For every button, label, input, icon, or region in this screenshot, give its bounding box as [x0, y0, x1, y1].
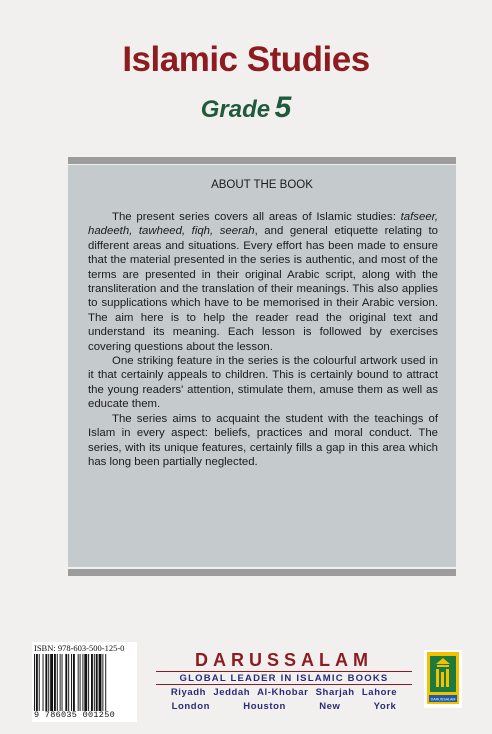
- barcode-bar: [68, 654, 69, 711]
- barcode-bar: [54, 654, 56, 711]
- darussalam-logo-icon: [424, 650, 462, 708]
- grade-label: [0, 91, 492, 125]
- barcode-bar: [73, 654, 75, 711]
- book-title: Islamic Studies: [122, 40, 370, 79]
- p1-intro: The present series covers all areas of Islamic studies:: [112, 211, 401, 223]
- about-paragraph-1: [88, 210, 438, 354]
- logo-text: DARUSSALAM: [430, 697, 456, 702]
- p1-rest: , and general etiquette relating to different areas and situations. Every effort has been made to ensure that the material presented in the series is authentic, and most of the terms are presented in their original Arabic script, along with the transliteration and the translation of their meanings. This also applies to supplications which have to be memorised in their Arabic version. The aim here is to help the reader read the original text and understand its meaning. Each lesson is followed by exercises covering questions about the lesson.: [88, 225, 438, 353]
- publisher-rule-bottom: [156, 684, 412, 685]
- barcode-bar: [82, 654, 83, 711]
- publisher-cities-1: Riyadh Jeddah Al-Khobar Sharjah Lahore: [170, 687, 398, 698]
- about-text: [88, 210, 438, 469]
- barcode-bar: [43, 654, 44, 711]
- publisher-name: DARUSSALAM: [195, 650, 373, 670]
- barcode-bar: [80, 654, 81, 711]
- about-paragraph-3: The series aims to acquaint the student with the teachings of Islam in every aspect: beliefs, practices and moral conduct. The series, with its unique features, certainly fills a gap in this area which has long been partially neglected.: [88, 412, 438, 468]
- barcode-bar: [84, 654, 87, 711]
- barcode-bar: [102, 654, 103, 711]
- top-divider: [68, 157, 456, 164]
- barcode-bar: [60, 654, 61, 711]
- publisher-tagline: GLOBAL LEADER IN ISLAMIC BOOKS: [179, 673, 389, 684]
- barcode-bar: [71, 654, 72, 711]
- barcode-bar: [96, 654, 98, 711]
- p1-terms: tafseer, hadeeth, tawheed, fiqh, seerah: [88, 211, 438, 238]
- barcode-bar: [105, 654, 106, 711]
- barcode-number: 9 786035 001250: [34, 710, 116, 720]
- barcode-bar: [65, 654, 67, 711]
- barcode-bar: [91, 654, 93, 711]
- barcode-bar: [39, 654, 40, 711]
- barcode-bar: [88, 654, 89, 711]
- grade-word: Grade: [200, 96, 271, 123]
- barcode-bar: [45, 654, 47, 711]
- isbn-text: ISBN: 978-603-500-125-0: [34, 643, 125, 653]
- about-heading: ABOUT THE BOOK: [211, 179, 313, 191]
- barcode-bar: [34, 654, 35, 711]
- barcode-bar: [78, 654, 79, 711]
- barcode-bar: [99, 654, 102, 711]
- grade-number: 5: [274, 91, 292, 124]
- about-box: [68, 165, 456, 567]
- barcode-bar: [57, 654, 58, 711]
- barcode-bar: [36, 654, 38, 711]
- barcode-bars: [34, 654, 135, 711]
- publisher-rule-top: [156, 671, 412, 672]
- barcode-bar: [62, 654, 63, 711]
- publisher-cities-2: London Houston New York: [171, 701, 397, 712]
- barcode-bar: [50, 654, 53, 711]
- bottom-divider: [68, 569, 456, 576]
- barcode-bar: [48, 654, 49, 711]
- barcode: [32, 642, 137, 722]
- about-paragraph-2: One striking feature in the series is the colourful artwork used in it that certainly appeals to children. This is certainly bound to attract the young readers' attention, stimulate them, amuse them as well as educate them.: [88, 355, 438, 411]
- barcode-bar: [94, 654, 95, 711]
